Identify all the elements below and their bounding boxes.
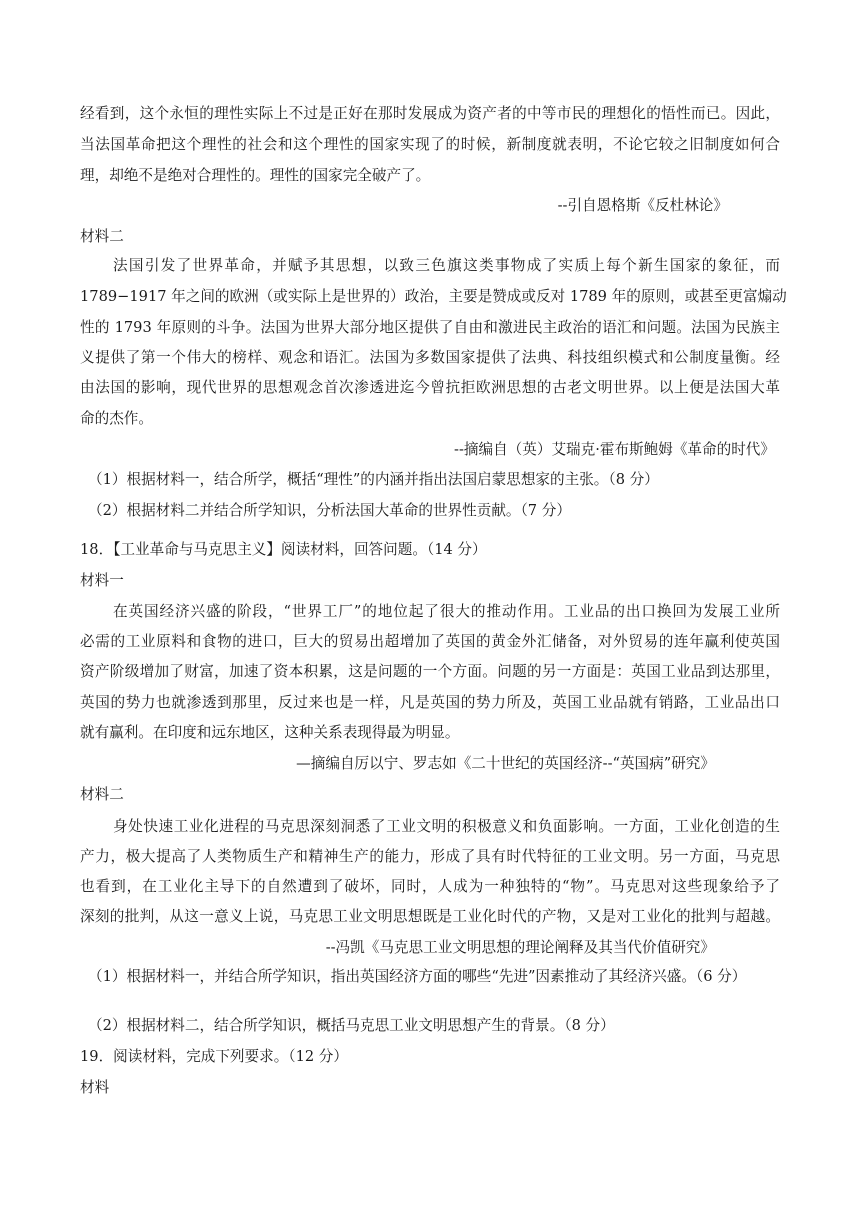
q18-material2-line-4: 深刻的批判，从这一意义上说，马克思工业文明思想既是工业化时代的产物，又是对工业化的批判与超越。 [80, 908, 780, 925]
q17-subquestion-2: （2）根据材料二并结合所学知识，分析法国大革命的世界性贡献。（7 分） [88, 502, 571, 519]
q18-heading: 18．【工业革命与马克思主义】阅读材料，回答问题。（14 分） [80, 541, 487, 558]
q17-material2-source: --摘编自（英）艾瑞克·霍布斯鲍姆《革命的时代》 [454, 441, 775, 458]
q18-material1-line-1: 在英国经济兴盛的阶段，“世界工厂”的地位起了很大的推动作用。工业品的出口换回为发展工业所 [113, 603, 780, 620]
q18-material2-line-3: 也看到，在工业化主导下的自然遭到了破坏，同时，人成为一种独特的“物”。马克思对这些现象给予了 [80, 878, 780, 895]
q17-material1-source: --引自恩格斯《反杜林论》 [557, 197, 728, 214]
q19-material-label: 材料 [80, 1079, 110, 1096]
q18-material1-line-4: 英国的势力也就渗透到那里，反过来也是一样，凡是英国的势力所及，英国工业品就有销路，工业品出口 [80, 694, 780, 711]
q17-material1-line-2: 当法国革命把这个理性的社会和这个理性的国家实现了的时候，新制度就表明，不论它较之旧制度如何合 [80, 136, 780, 153]
q18-subquestion-2: （2）根据材料二，结合所学知识，概括马克思工业文明思想产生的背景。（8 分） [88, 1017, 615, 1034]
q18-material1-line-3: 资产阶级增加了财富，加速了资本积累，这是问题的一个方面。问题的另一方面是：英国工业品到达那里， [80, 663, 780, 680]
q18-material1-line-5: 就有赢利。在印度和远东地区，这种关系表现得最为明显。 [80, 724, 460, 741]
q18-material2-line-2: 产力，极大提高了人类物质生产和精神生产的能力，形成了具有时代特征的工业文明。另一方面，马克思 [80, 848, 780, 865]
q17-material2-line-1: 法国引发了世界革命，并赋予其思想，以致三色旗这类事物成了实质上每个新生国家的象征，而 [113, 257, 780, 274]
q17-material1-line-1: 经看到，这个永恒的理性实际上不过是正好在那时发展成为资产者的中等市民的理想化的悟性而已。因此， [80, 105, 780, 122]
q18-material2-line-1: 身处快速工业化进程的马克思深刻洞悉了工业文明的积极意义和负面影响。一方面，工业化创造的生 [113, 818, 780, 835]
q18-material2-label: 材料二 [80, 786, 124, 803]
q17-material2-line-3: 性的 1793 年原则的斗争。法国为世界大部分地区提供了自由和激进民主政治的语汇和问题。法国为民族主 [80, 319, 780, 336]
q17-material2-line-2: 1789−1917 年之间的欧洲（或实际上是世界的）政治，主要是赞成或反对 1789 年的原则，或甚至更富煽动 [80, 288, 787, 305]
q17-subquestion-1: （1）根据材料一，结合所学，概括“理性”的内涵并指出法国启蒙思想家的主张。（8 分） [88, 471, 659, 488]
q18-material1-line-2: 必需的工业原料和食物的进口，巨大的贸易出超增加了英国的黄金外汇储备，对外贸易的连年赢利使英国 [80, 633, 780, 650]
q17-material2-line-5: 由法国的影响，现代世界的思想观念首次渗透进迄今曾抗拒欧洲思想的古老文明世界。以上便是法国大革 [80, 379, 780, 396]
q17-material2-line-6: 命的杰作。 [80, 410, 153, 427]
q18-subquestion-1: （1）根据材料一，并结合所学知识，指出英国经济方面的哪些“先进”因素推动了其经济兴盛。（6 分） [88, 968, 747, 985]
q18-material2-source: --冯凯《马克思工业文明思想的理论阐释及其当代价值研究》 [325, 939, 715, 956]
q18-material1-source: —摘编自厉以宁、罗志如《二十世纪的英国经济--“英国病”研究》 [296, 755, 715, 772]
q17-material2-label: 材料二 [80, 228, 124, 245]
q18-material1-label: 材料一 [80, 572, 124, 589]
q17-material1-line-3: 理，却绝不是绝对合理性的。理性的国家完全破产了。 [80, 167, 431, 184]
q19-heading: 19．阅读材料，完成下列要求。（12 分） [80, 1048, 348, 1065]
q17-material2-line-4: 义提供了第一个伟大的榜样、观念和语汇。法国为多数国家提供了法典、科技组织模式和公制度量衡。经 [80, 349, 780, 366]
